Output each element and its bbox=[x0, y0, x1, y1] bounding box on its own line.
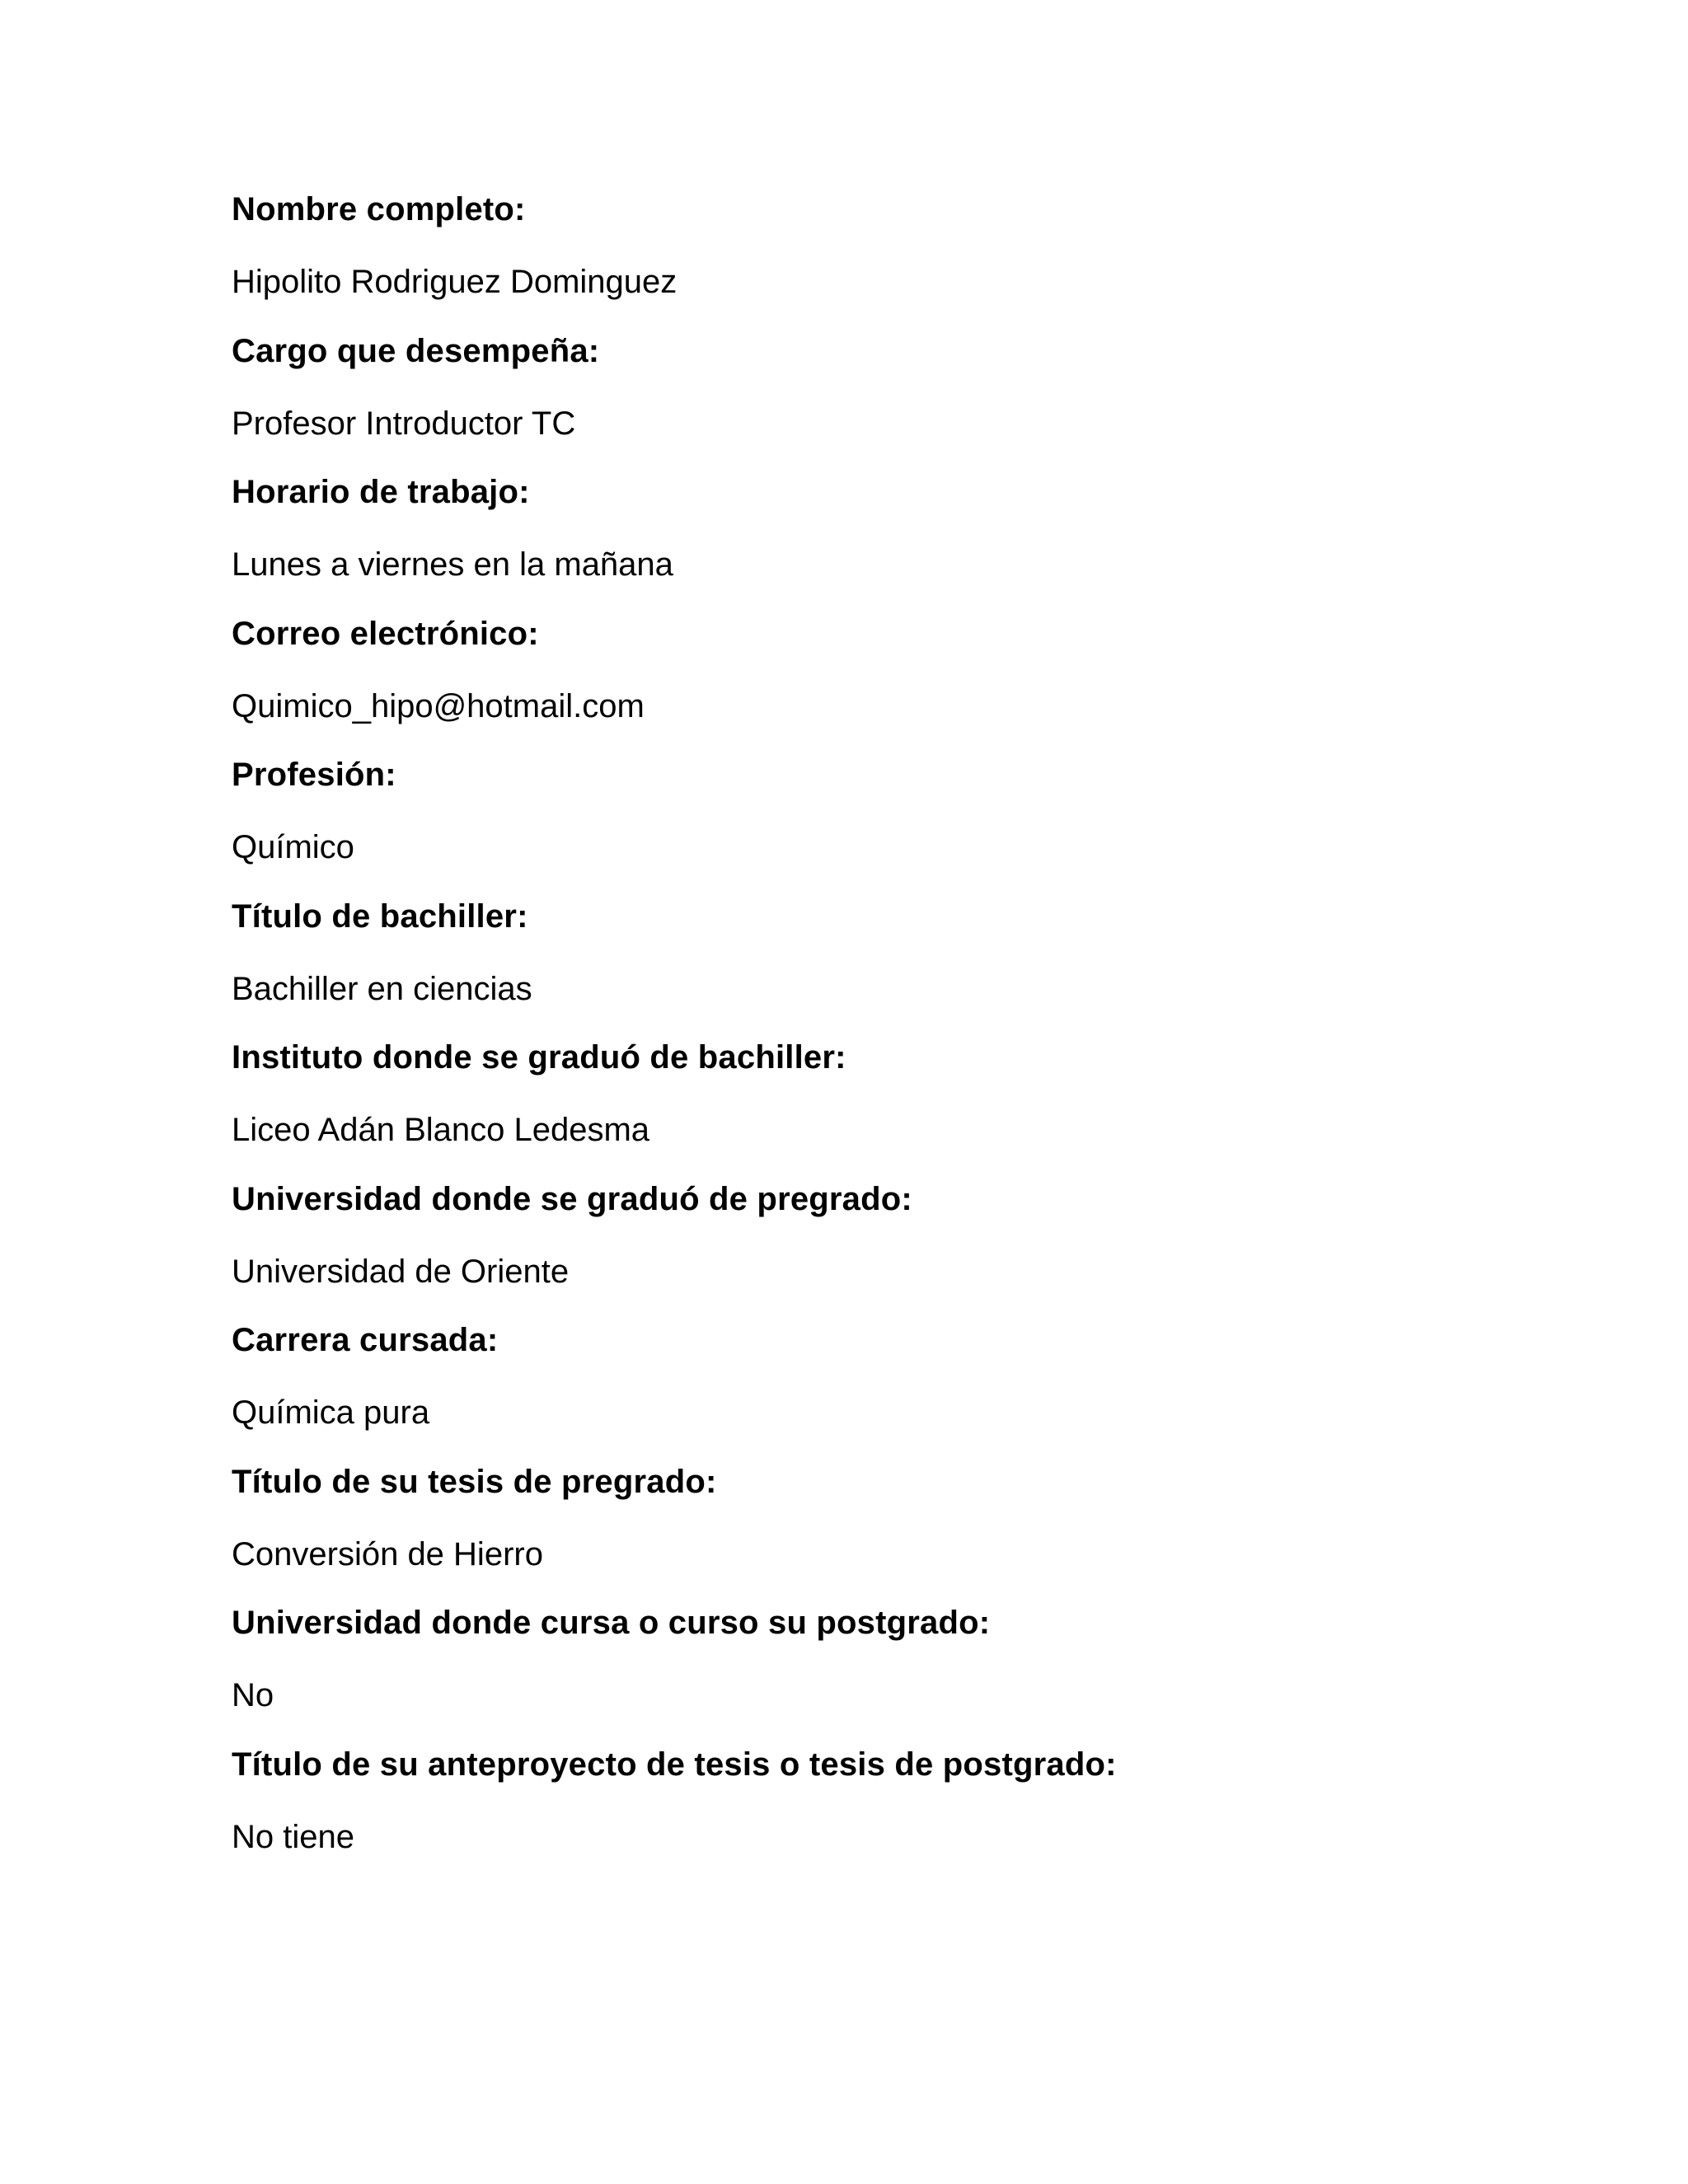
field-value: Quimico_hipo@hotmail.com bbox=[232, 687, 645, 724]
field-label: Instituto donde se graduó de bachiller: bbox=[232, 1039, 846, 1076]
field-label: Título de su tesis de pregrado: bbox=[232, 1463, 717, 1500]
field-label: Cargo que desempeña: bbox=[232, 332, 600, 369]
field-label: Profesión: bbox=[232, 757, 396, 793]
field-nombre-completo bbox=[232, 186, 1550, 328]
field-correo bbox=[232, 611, 1550, 752]
field-titulo-bachiller bbox=[232, 893, 1550, 1035]
field-value: No tiene bbox=[232, 1818, 354, 1855]
field-tesis-postgrado bbox=[232, 1741, 1550, 1883]
field-label: Título de su anteproyecto de tesis o tesis de postgrado: bbox=[232, 1746, 1117, 1783]
field-profesion bbox=[232, 752, 1550, 893]
field-label: Correo electrónico: bbox=[232, 615, 539, 652]
field-value: Bachiller en ciencias bbox=[232, 970, 532, 1007]
field-value: No bbox=[232, 1677, 274, 1713]
field-carrera bbox=[232, 1317, 1550, 1459]
field-label: Título de bachiller: bbox=[232, 898, 528, 935]
field-label: Universidad donde se graduó de pregrado: bbox=[232, 1180, 912, 1217]
field-value: Químico bbox=[232, 829, 354, 865]
field-value: Universidad de Oriente bbox=[232, 1253, 570, 1290]
field-tesis-pregrado bbox=[232, 1459, 1550, 1601]
field-value: Química pura bbox=[232, 1394, 430, 1431]
field-label: Nombre completo: bbox=[232, 191, 526, 227]
field-universidad-postgrado bbox=[232, 1600, 1550, 1741]
field-instituto bbox=[232, 1034, 1550, 1176]
field-universidad-pregrado bbox=[232, 1176, 1550, 1318]
field-value: Hipolito Rodriguez Dominguez bbox=[232, 264, 678, 300]
field-label: Horario de trabajo: bbox=[232, 474, 530, 510]
form-fields bbox=[232, 186, 1550, 1882]
field-label: Carrera cursada: bbox=[232, 1322, 499, 1358]
field-label: Universidad donde cursa o curso su postgrado: bbox=[232, 1605, 991, 1641]
field-value: Profesor Introductor TC bbox=[232, 405, 576, 442]
field-value: Conversión de Hierro bbox=[232, 1535, 543, 1572]
field-value: Lunes a viernes en la mañana bbox=[232, 546, 673, 583]
field-horario bbox=[232, 469, 1550, 611]
field-cargo bbox=[232, 328, 1550, 470]
field-value: Liceo Adán Blanco Ledesma bbox=[232, 1112, 650, 1148]
